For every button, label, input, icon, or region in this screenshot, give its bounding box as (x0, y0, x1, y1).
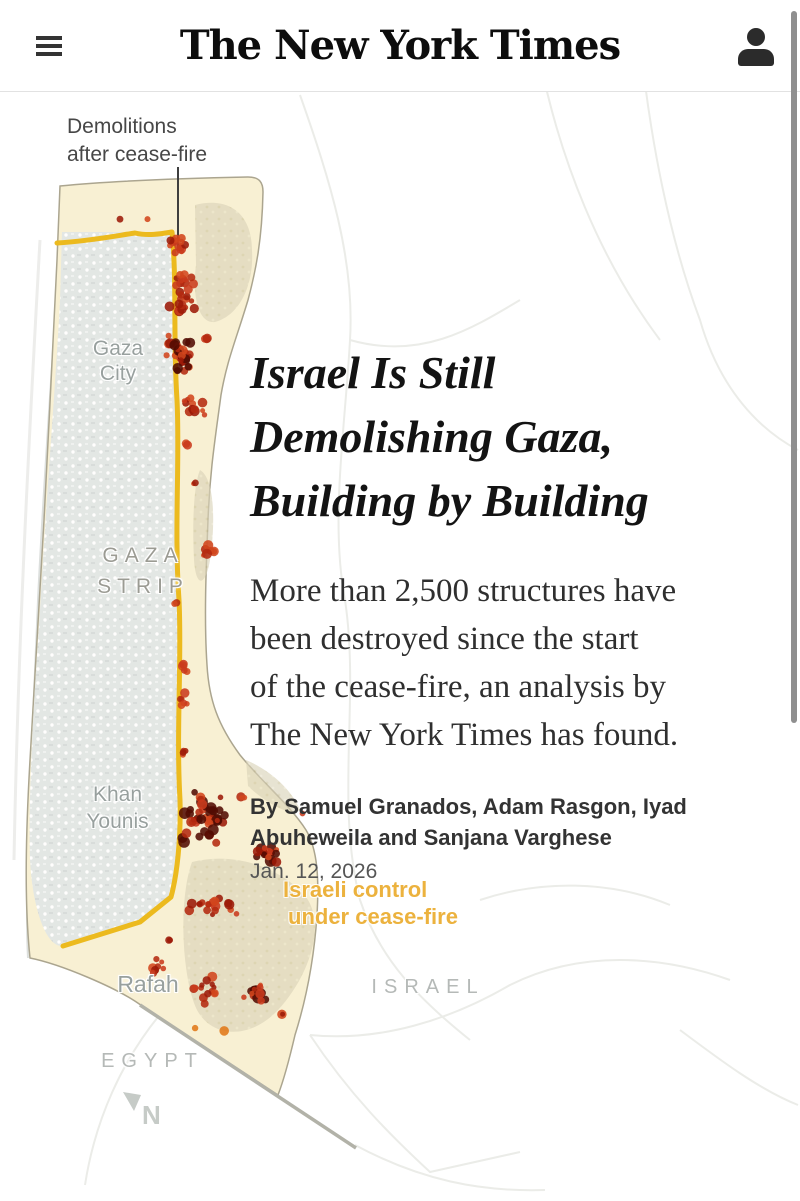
headline: Israel Is Still Demolishing Gaza, Building by Building (250, 347, 649, 526)
label-israel: ISRAEL (371, 976, 485, 998)
subheadline: More than 2,500 structures have been destroyed since the start of the cease-fire, an analysis by The New York Times has found. (250, 573, 679, 753)
label-rafah: Rafah (117, 971, 179, 997)
label-gaza-city: Gaza City (92, 337, 144, 385)
compass-arrow-icon (123, 1092, 141, 1111)
scrollbar-thumb[interactable] (791, 11, 797, 723)
label-egypt: EGYPT (101, 1050, 204, 1072)
israeli-control-label: Israeli control under cease-fire (283, 877, 458, 929)
label-khan-younis: Khan Younis (86, 783, 149, 833)
date: Jan. 12, 2026 (250, 860, 378, 883)
byline: By Samuel Granados, Adam Rasgon, Iyad Abuheweila and Sanjana Varghese (250, 794, 687, 850)
label-gaza-strip: GAZA STRIP (97, 544, 189, 598)
compass-n-label: N (142, 1100, 161, 1130)
top-navigation-bar (0, 0, 800, 92)
map-annotation (67, 113, 207, 169)
annotation-line1: Demolitions (67, 115, 177, 138)
annotation-line2: after cease-fire (67, 143, 208, 166)
account-person-icon[interactable] (738, 28, 774, 66)
nyt-logo[interactable]: The New York Times (179, 22, 621, 69)
